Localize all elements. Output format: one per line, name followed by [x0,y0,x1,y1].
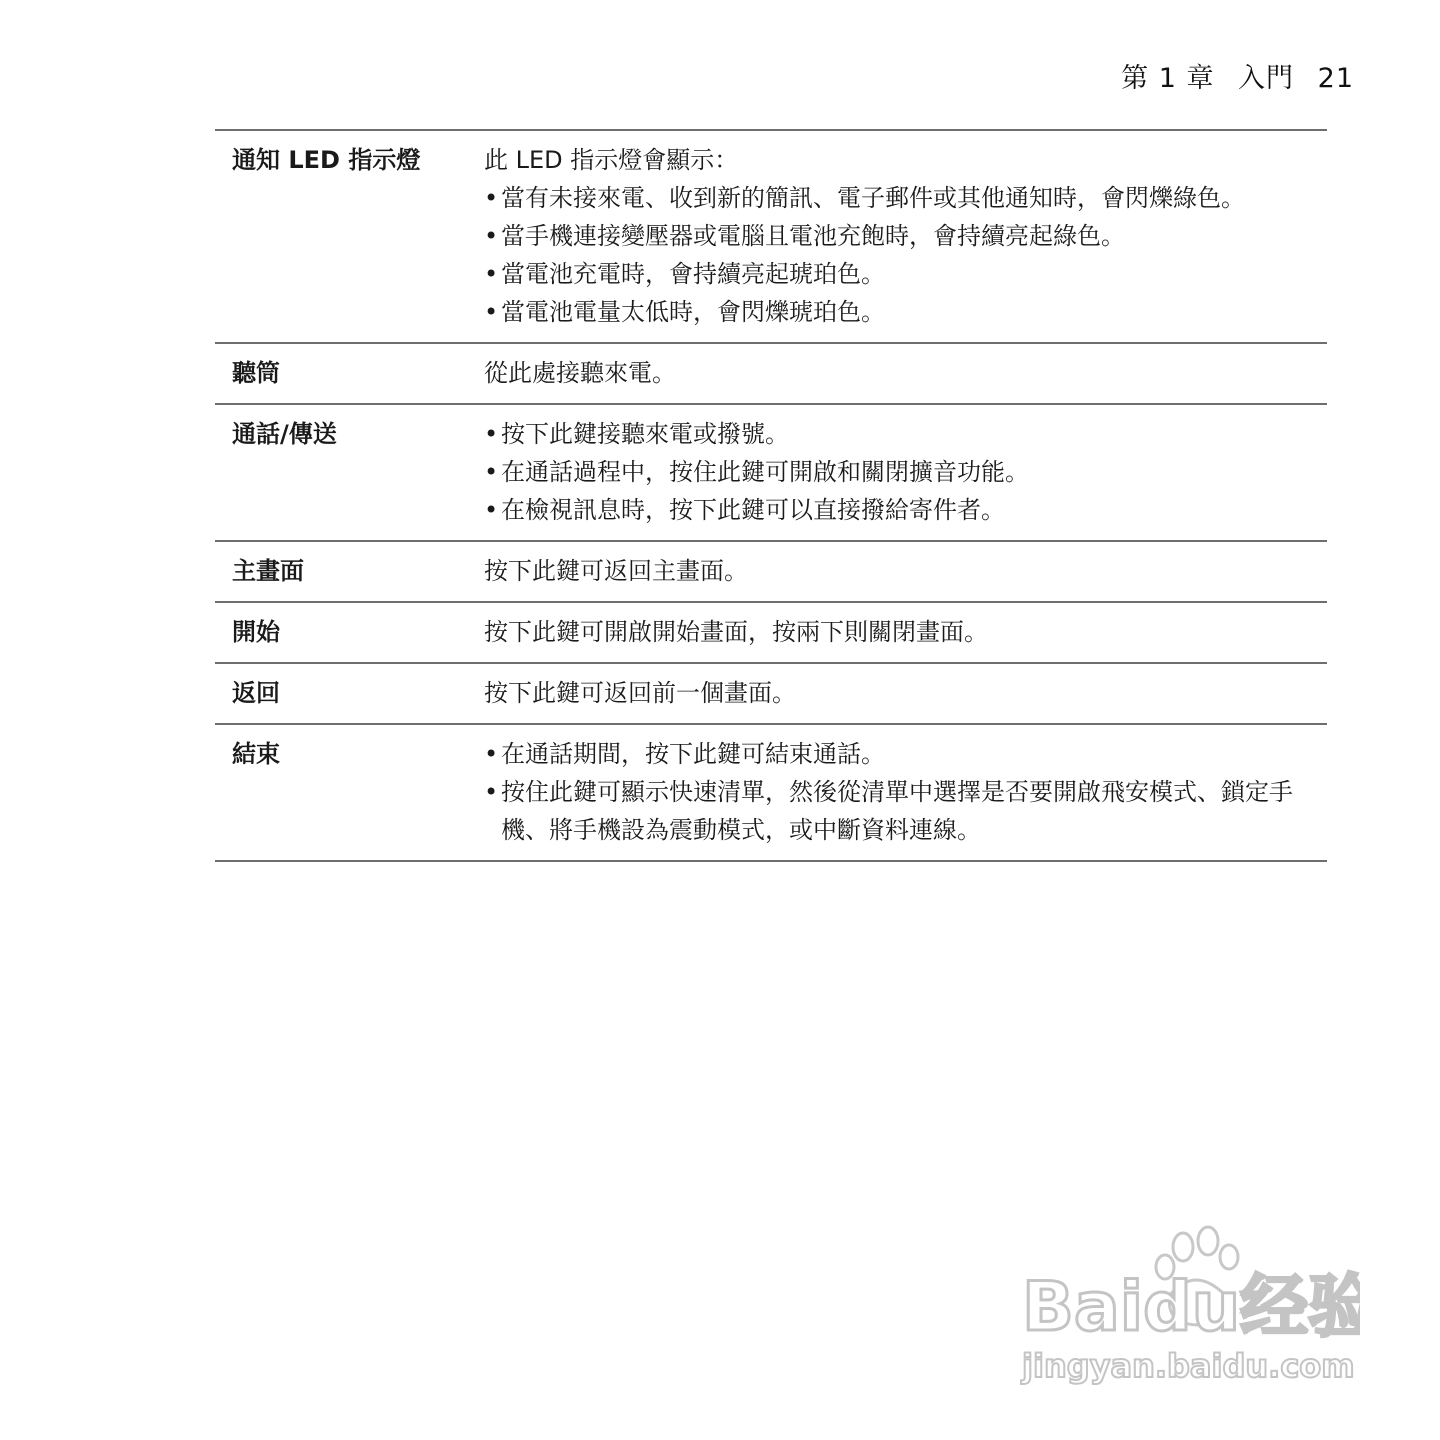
component-description [484,130,1327,343]
hardware-description-table [215,129,1327,862]
component-description: 從此處接聽來電。 [484,343,1327,404]
component-name: 通知 LED 指示燈 [215,130,484,343]
bullet-item: • 當電池充電時，會持續亮起琥珀色。 [484,255,1319,293]
chapter-label: 第 1 章 [1121,63,1215,94]
table-row [215,724,1327,861]
bullet-item: • 在通話過程中，按住此鍵可開啟和關閉擴音功能。 [484,453,1319,491]
component-description: 按下此鍵可返回前一個畫面。 [484,663,1327,724]
bullet-item: • 當電池電量太低時，會閃爍琥珀色。 [484,293,1319,331]
watermark-url: jingyan.baidu.com [1022,1347,1355,1385]
component-description [484,724,1327,861]
component-name: 開始 [215,602,484,663]
description-bullets [484,735,1319,849]
table-row [215,130,1327,343]
watermark-brand: Baidu经验 [1022,1268,1360,1347]
table-row [215,541,1327,602]
section-title: 入門 [1238,63,1295,94]
baidu-watermark [1020,1225,1360,1390]
bullet-item: • 在檢視訊息時，按下此鍵可以直接撥給寄件者。 [484,491,1319,529]
page-number: 21 [1317,63,1354,94]
description-bullets [484,415,1319,529]
component-name: 主畫面 [215,541,484,602]
component-name: 結束 [215,724,484,861]
bullet-item: • 按下此鍵接聽來電或撥號。 [484,415,1319,453]
component-description [484,404,1327,541]
component-name: 通話/傳送 [215,404,484,541]
component-description: 按下此鍵可返回主畫面。 [484,541,1327,602]
page-header [1121,56,1354,95]
table-row [215,663,1327,724]
table-row [215,602,1327,663]
description-intro: 此 LED 指示燈會顯示： [484,146,739,174]
table-row [215,343,1327,404]
table-row [215,404,1327,541]
component-description: 按下此鍵可開啟開始畫面，按兩下則關閉畫面。 [484,602,1327,663]
bullet-item: • 當手機連接變壓器或電腦且電池充飽時，會持續亮起綠色。 [484,217,1319,255]
bullet-item: • 按住此鍵可顯示快速清單，然後從清單中選擇是否要開啟飛安模式、鎖定手機、將手機設為震動模式，或中斷資料連線。 [484,773,1319,849]
bullet-item: • 在通話期間，按下此鍵可結束通話。 [484,735,1319,773]
baidu-paw-logo-icon [1020,1225,1360,1390]
description-bullets [484,179,1319,331]
bullet-item: • 當有未接來電、收到新的簡訊、電子郵件或其他通知時，會閃爍綠色。 [484,179,1319,217]
component-name: 返回 [215,663,484,724]
component-name: 聽筒 [215,343,484,404]
